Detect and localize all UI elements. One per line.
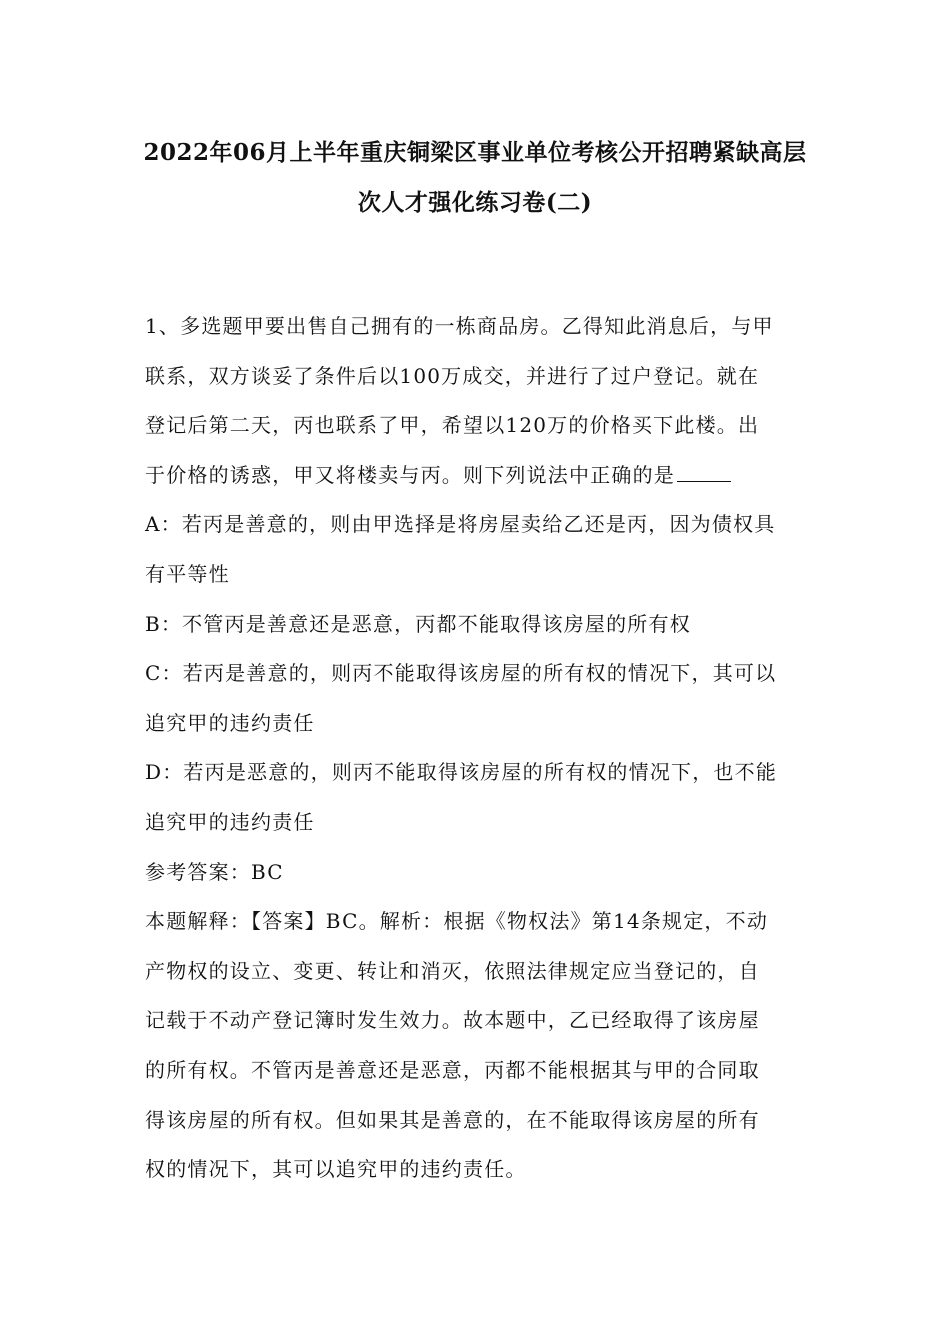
option-c-line-2: 追究甲的违约责任 bbox=[145, 710, 315, 735]
option-a-line-2: 有平等性 bbox=[145, 561, 230, 586]
title-line-2: 次人才强化练习卷(二) bbox=[357, 189, 593, 216]
option-d bbox=[145, 748, 810, 847]
answer-blank bbox=[677, 461, 731, 482]
reference-answer: 参考答案：BC bbox=[145, 859, 284, 884]
title-line-1: 2022年06月上半年重庆铜梁区事业单位考核公开招聘紧缺高层 bbox=[143, 139, 807, 166]
stem-line-4 bbox=[145, 451, 810, 501]
explanation-line-4: 的所有权。不管丙是善意还是恶意，丙都不能根据其与甲的合同取 bbox=[145, 1057, 760, 1082]
explanation-line-6: 权的情况下，其可以追究甲的违约责任。 bbox=[145, 1157, 527, 1182]
stem-line-2: 联系，双方谈妥了条件后以100万成交，并进行了过户登记。就在 bbox=[145, 363, 760, 388]
question-stem bbox=[145, 302, 810, 500]
explanation bbox=[145, 897, 810, 1195]
option-d-line-1: D：若丙是恶意的，则丙不能取得该房屋的所有权的情况下，也不能 bbox=[145, 760, 778, 785]
explanation-line-2: 产物权的设立、变更、转让和消灭，依照法律规定应当登记的，自 bbox=[145, 958, 760, 983]
stem-line-1: 1、多选题甲要出售自己拥有的一栋商品房。乙得知此消息后，与甲 bbox=[145, 314, 774, 338]
option-d-line-2: 追究甲的违约责任 bbox=[145, 809, 315, 834]
stem-line-4-text: 于价格的诱惑，甲又将楼卖与丙。则下列说法中正确的是 bbox=[145, 462, 675, 487]
explanation-line-3: 记载于不动产登记簿时发生效力。故本题中，乙已经取得了该房屋 bbox=[145, 1008, 760, 1033]
option-a bbox=[145, 500, 810, 599]
option-c-line-1: C：若丙是善意的，则丙不能取得该房屋的所有权的情况下，其可以 bbox=[145, 661, 777, 686]
explanation-line-1: 本题解释：【答案】BC。解析：根据《物权法》第14条规定，不动 bbox=[145, 909, 769, 934]
option-a-line-1: A：若丙是善意的，则由甲选择是将房屋卖给乙还是丙，因为债权具 bbox=[145, 512, 776, 537]
option-b-line-1: B：不管丙是善意还是恶意，丙都不能取得该房屋的所有权 bbox=[145, 611, 691, 636]
option-c bbox=[145, 649, 810, 748]
stem-line-3: 登记后第二天，丙也联系了甲，希望以120万的价格买下此楼。出 bbox=[145, 413, 760, 438]
document-title bbox=[140, 128, 810, 228]
option-b bbox=[145, 600, 810, 650]
explanation-line-5: 得该房屋的所有权。但如果其是善意的，在不能取得该房屋的所有 bbox=[145, 1107, 760, 1132]
question-block bbox=[145, 302, 810, 1195]
